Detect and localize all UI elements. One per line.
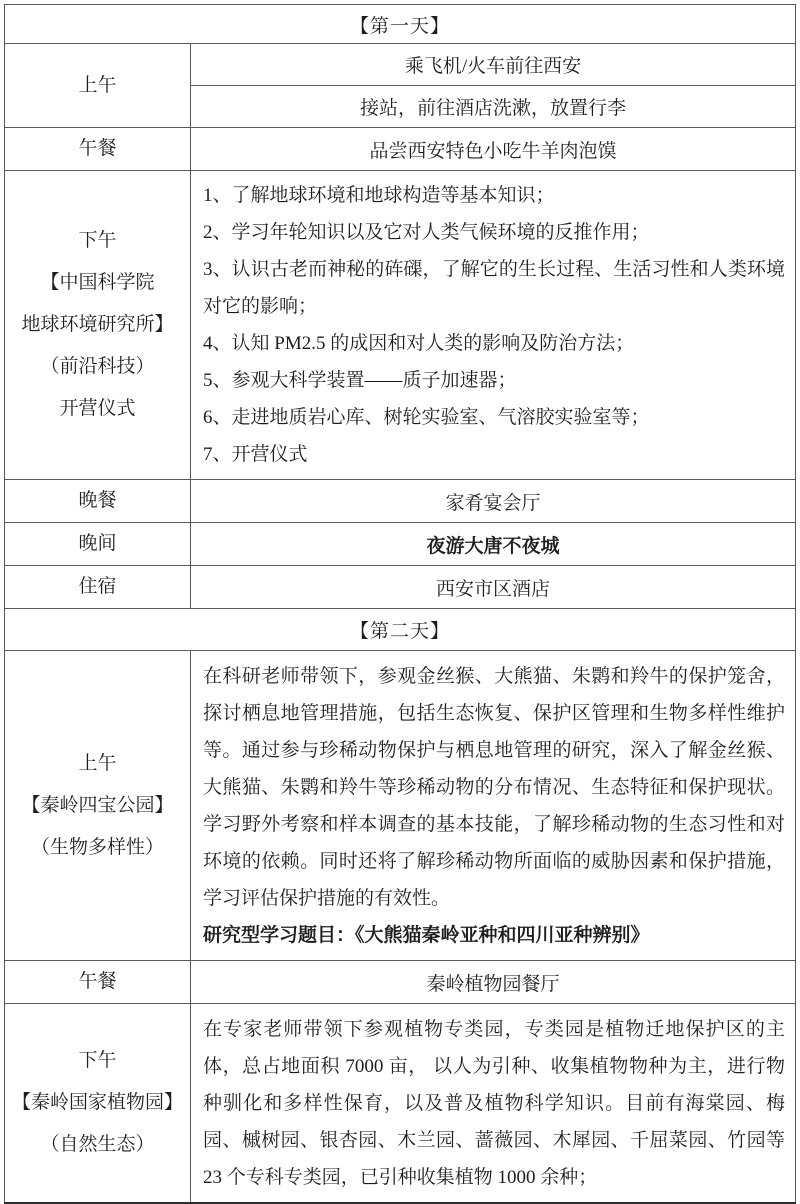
day1-lodging-label	[5, 566, 191, 609]
venue-name-line: 【中国科学院	[40, 272, 155, 293]
day2-morning-row	[5, 651, 796, 961]
description-paragraph: 在专家老师带领下参观植物专类园，专类园是植物迁地保护区的主体，总占地面积 7000 亩， 以人为引种、收集植物物种为主，进行物种驯化和多样性保育，以及普及植物科学知识。目前有海棠园、梅园、槭树园、银杏园、木兰园、蔷薇园、木犀园、千屈菜园、竹园等 23 个专科专类园，已引种收集植物 1000 余种；	[203, 1019, 785, 1188]
day1-lunch-value: 品尝西安特色小吃牛羊肉泡馍	[191, 128, 796, 171]
day1-morning-row-1	[5, 44, 796, 86]
day1-dinner-label	[5, 480, 191, 523]
day1-header-row	[5, 5, 796, 44]
day2-lunch-label	[5, 961, 191, 1004]
day1-title: 【第一天】	[5, 5, 796, 44]
time-label: 晚间	[78, 533, 117, 554]
list-item: 4、认知 PM2.5 的成因和对人类的影响及防治方法；	[203, 333, 635, 354]
day1-dinner-value: 家肴宴会厅	[191, 480, 796, 523]
day2-afternoon-label	[5, 1004, 191, 1204]
day1-evening-row	[5, 523, 796, 566]
time-label: 午餐	[78, 138, 117, 159]
venue-name-line: 地球环境研究所】	[21, 314, 174, 335]
time-label: 上午	[78, 752, 117, 774]
venue-theme: （生物多样性）	[30, 836, 164, 858]
day2-morning-description	[191, 651, 796, 961]
itinerary-table	[4, 4, 796, 1204]
day1-afternoon-row	[5, 171, 796, 480]
day1-afternoon-label	[5, 171, 191, 480]
day2-afternoon-row	[5, 1004, 796, 1204]
day2-morning-label	[5, 651, 191, 961]
research-topic: 研究型学习题目：《大熊猫秦岭亚种和四川亚种辨别》	[203, 925, 650, 946]
venue-name-line: 【秦岭四宝公园】	[21, 794, 174, 816]
list-item: 2、学习年轮知识以及它对人类气候环境的反推作用；	[203, 222, 650, 243]
venue-theme: （前沿科技）	[40, 356, 155, 377]
day1-lodging-value: 西安市区酒店	[191, 566, 796, 609]
day1-morning-activity-2: 接站，前往酒店洗漱，放置行李	[191, 86, 796, 128]
day1-lodging-row	[5, 566, 796, 609]
time-label: 上午	[78, 74, 117, 96]
list-item: 7、开营仪式	[203, 444, 308, 465]
time-label: 下午	[78, 1050, 117, 1071]
day2-lunch-value: 秦岭植物园餐厅	[191, 961, 796, 1004]
time-label: 午餐	[78, 971, 117, 992]
day1-lunch-label	[5, 128, 191, 171]
venue-event: 开营仪式	[59, 398, 136, 419]
time-label: 住宿	[78, 576, 117, 597]
description-paragraph: 在科研老师带领下，参观金丝猴、大熊猫、朱鹮和羚牛的保护笼舍，探讨栖息地管理措施，包括生态恢复、保护区管理和生物多样性维护等。通过参与珍稀动物保护与栖息地管理的研究，深入了解金丝猴、大熊猫、朱鹮和羚牛等珍稀动物的分布情况、生态特征和保护现状。学习野外考察和样本调查的基本技能，了解珍稀动物的生态习性和对环境的依赖。同时还将了解珍稀动物所面临的威胁因素和保护措施，学习评估保护措施的有效性。	[203, 666, 785, 909]
day1-dinner-row	[5, 480, 796, 523]
list-item: 6、走进地质岩心库、树轮实验室、气溶胶实验室等；	[203, 407, 650, 428]
venue-theme: （自然生态）	[40, 1134, 155, 1155]
day1-morning-activity-1: 乘飞机/火车前往西安	[191, 44, 796, 86]
day1-afternoon-activities	[191, 171, 796, 480]
day1-evening-label	[5, 523, 191, 566]
venue-name-line: 【秦岭国家植物园】	[11, 1092, 183, 1113]
list-item: 5、参观大科学装置——质子加速器；	[203, 370, 517, 391]
day2-lunch-row	[5, 961, 796, 1004]
day2-header-row	[5, 609, 796, 651]
day1-morning-label	[5, 44, 191, 128]
day1-evening-value: 夜游大唐不夜城	[191, 523, 796, 566]
list-item: 1、了解地球环境和地球构造等基本知识；	[203, 185, 555, 206]
day2-afternoon-description	[191, 1004, 796, 1204]
list-item: 3、认识古老而神秘的砗磲，了解它的生长过程、生活习性和人类环境对它的影响；	[203, 259, 785, 317]
time-label: 下午	[78, 230, 117, 251]
time-label: 晚餐	[78, 490, 117, 511]
day1-lunch-row	[5, 128, 796, 171]
day2-title: 【第二天】	[5, 609, 796, 651]
